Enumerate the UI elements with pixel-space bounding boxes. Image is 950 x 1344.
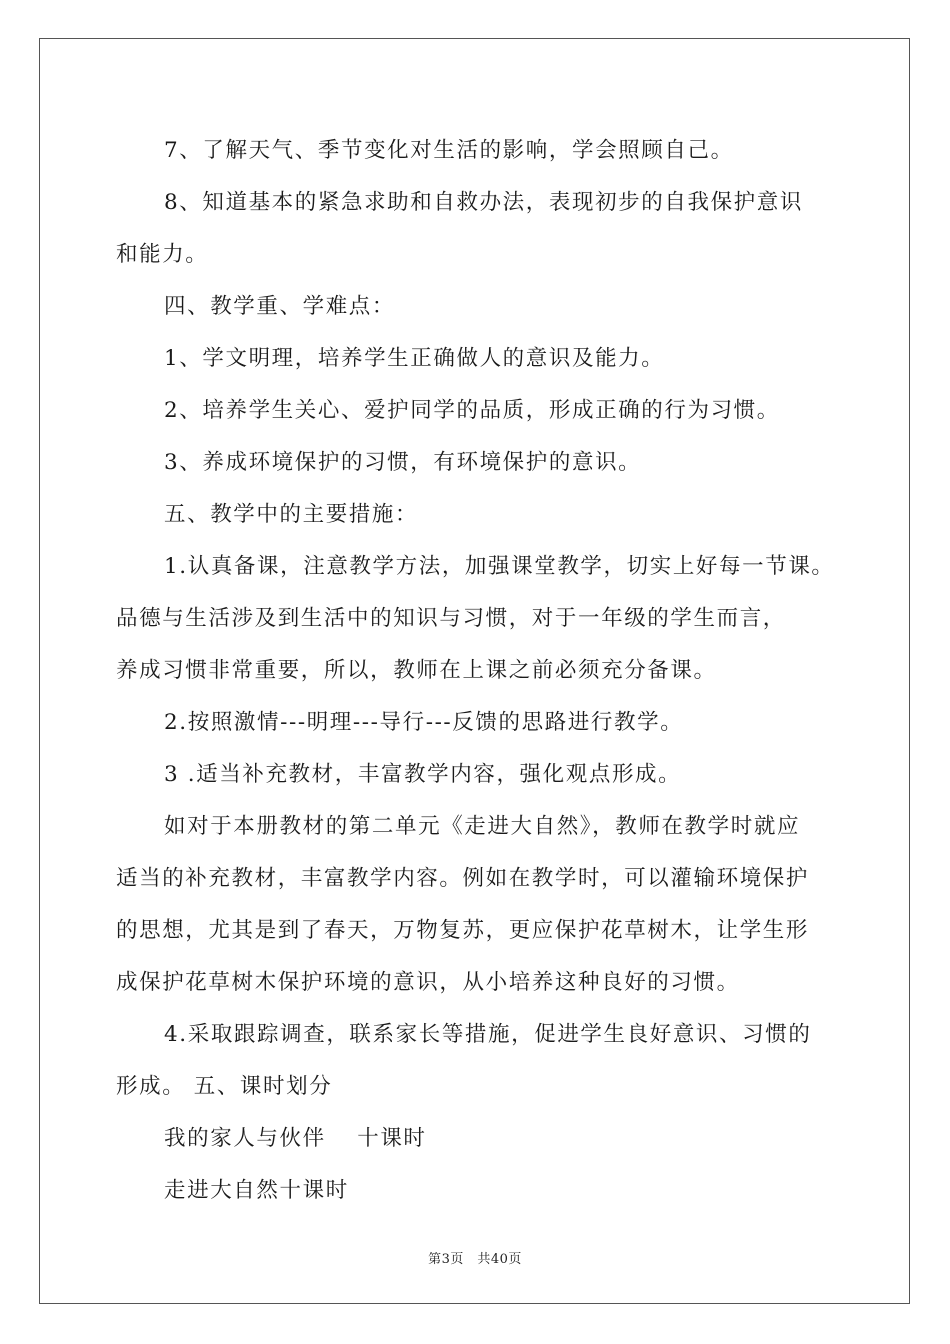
lesson-plan-family: 我的家人与伙伴 十课时 <box>164 1126 427 1151</box>
key-point-2: 2、培养学生关心、爱护同学的品质，形成正确的行为习惯。 <box>164 398 780 423</box>
key-point-1: 1、学文明理，培养学生正确做人的意识及能力。 <box>164 346 665 371</box>
measure-1-line-1: 1.认真备课，注意教学方法，加强课堂教学，切实上好每一节课。 <box>164 554 835 579</box>
example-line-1: 如对于本册教材的第二单元《走进大自然》，教师在教学时就应 <box>164 814 801 839</box>
measure-4-line-1: 4.采取跟踪调查，联系家长等措施，促进学生良好意识、习惯的 <box>164 1022 812 1047</box>
paragraph-item-8-line-2: 和能力。 <box>116 242 209 267</box>
page-number: 第3页 共40页 <box>428 1252 522 1267</box>
lesson-plan-nature: 走进大自然十课时 <box>164 1178 349 1203</box>
paragraph-item-7: 7、了解天气、季节变化对生活的影响，学会照顾自己。 <box>164 138 734 163</box>
document-body <box>116 126 856 1218</box>
key-point-3: 3、养成环境保护的习惯，有环境保护的意识。 <box>164 450 642 475</box>
measure-3: 3 .适当补充教材，丰富教学内容，强化观点形成。 <box>164 762 682 787</box>
measure-4-line-2: 形成。 五、课时划分 <box>116 1074 333 1099</box>
example-line-4: 成保护花草树木保护环境的意识，从小培养这种良好的习惯。 <box>116 970 740 995</box>
example-line-2: 适当的补充教材，丰富教学内容。例如在教学时，可以灌输环境保护 <box>116 866 810 891</box>
section-heading-5: 五、教学中的主要措施： <box>164 502 419 527</box>
measure-1-line-2: 品德与生活涉及到生活中的知识与习惯，对于一年级的学生而言， <box>116 606 786 631</box>
paragraph-item-8-line-1: 8、知道基本的紧急求助和自救办法，表现初步的自我保护意识 <box>164 190 803 215</box>
page-footer <box>0 1248 950 1267</box>
example-line-3: 的思想，尤其是到了春天，万物复苏，更应保护花草树木，让学生形 <box>116 918 810 943</box>
measure-2: 2.按照激情---明理---导行---反馈的思路进行教学。 <box>164 710 684 735</box>
measure-1-line-3: 养成习惯非常重要，所以，教师在上课之前必须充分备课。 <box>116 658 717 683</box>
section-heading-4: 四、教学重、学难点： <box>164 294 396 319</box>
